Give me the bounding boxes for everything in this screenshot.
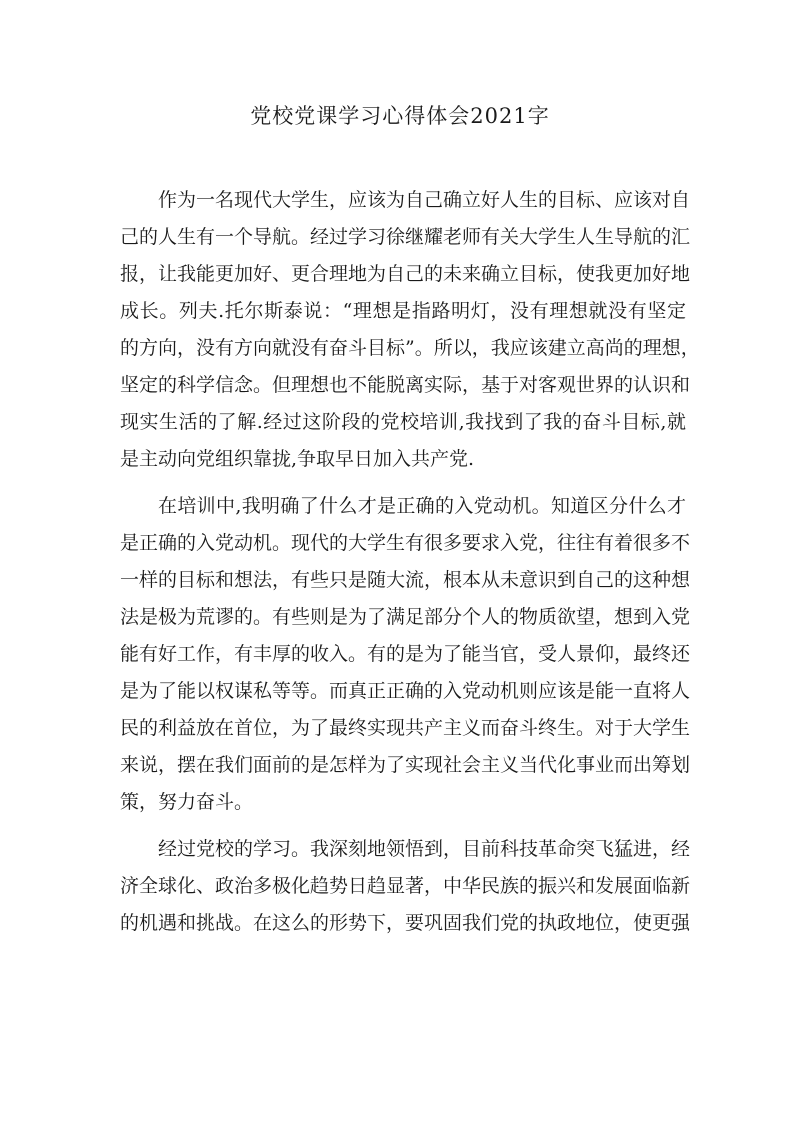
text-line: 作为一名现代大学生，应该为自己确立好人生的目标、应该对自 <box>158 189 691 211</box>
text-line: 是正确的入党动机。现代的大学生有很多要求入党，往往有着很多不 <box>120 532 691 554</box>
text-line: 经过党校的学习。我深刻地领悟到，目前科技革命突飞猛进，经 <box>158 838 691 860</box>
text-line: 一样的目标和想法，有些只是随大流，根本从未意识到自己的这种想 <box>120 569 691 591</box>
text-line: 报，让我能更加好、更合理地为自己的未来确立目标，使我更加好地 <box>120 263 691 285</box>
text-line: 现实生活的了解.经过这阶段的党校培训,我找到了我的奋斗目标,就 <box>120 411 686 433</box>
text-line: 己的人生有一个导航。经过学习徐继耀老师有关大学生人生导航的汇 <box>120 226 691 248</box>
text-line: 策，努力奋斗。 <box>120 791 254 813</box>
text-line: 是为了能以权谋私等等。而真正正确的入党动机则应该是能一直将人 <box>120 680 691 702</box>
text-line: 法是极为荒谬的。有些则是为了满足部分个人的物质欲望，想到入党 <box>120 606 691 628</box>
text-line: 成长。列夫.托尔斯泰说：“理想是指路明灯，没有理想就没有坚定 <box>120 300 686 322</box>
text-line: 是主动向党组织靠拢,争取早日加入共产党. <box>120 448 475 470</box>
paragraph-1 <box>120 182 700 478</box>
text-line: 坚定的科学信念。但理想也不能脱离实际，基于对客观世界的认识和 <box>120 374 691 396</box>
text-line: 来说，摆在我们面前的是怎样为了实现社会主义当代化事业而出筹划 <box>120 754 691 776</box>
paragraph-3 <box>120 831 691 942</box>
text-line: 在培训中,我明确了什么才是正确的入党动机。知道区分什么才 <box>158 495 686 517</box>
text-line: 的机遇和挑战。在这么的形势下，要巩固我们党的执政地位，使更强 <box>120 912 691 934</box>
text-line: 民的利益放在首位，为了最终实现共产主义而奋斗终生。对于大学生 <box>120 717 691 739</box>
text-line: 的方向，没有方向就没有奋斗目标”。所以，我应该建立高尚的理想， <box>120 337 700 359</box>
document-body <box>120 182 700 952</box>
document-title: 党校党课学习心得体会2021字 <box>250 104 550 128</box>
paragraph-2 <box>120 488 691 821</box>
text-line: 济全球化、政治多极化趋势日趋显著，中华民族的振兴和发展面临新 <box>120 875 691 897</box>
text-line: 能有好工作，有丰厚的收入。有的是为了能当官，受人景仰，最终还 <box>120 643 691 665</box>
